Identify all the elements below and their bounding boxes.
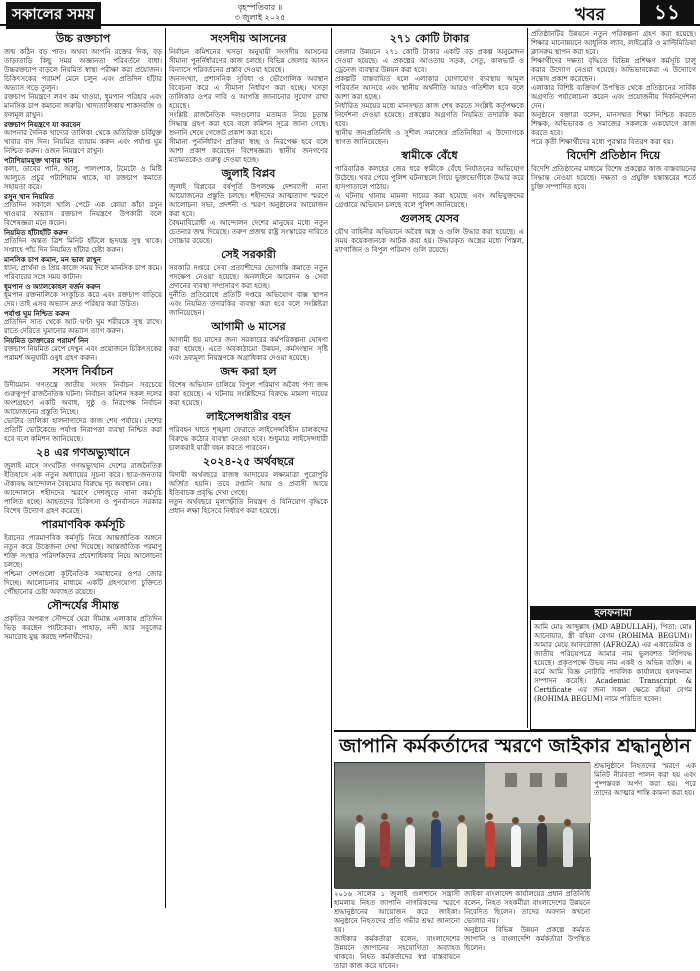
article-paragraph: বিদেশি প্রতিষ্ঠানের মাধ্যমে বিশেষ প্রকল্পের কাজ বাস্তবায়নের সিদ্ধান্ত নেওয়া হয়েছে। দক্ষতা ও প্রযুক্তি হস্তান্তরের শর্তে চুক্তি সম্পাদিত হবে।: [531, 165, 696, 191]
article-headline: পারমাণবিক কর্মসূচি: [41, 518, 125, 531]
article-paragraph: পরিবহন খাতে শৃঙ্খলা ফেরাতে লাইসেন্সবিহীন চালকদের বিরুদ্ধে কঠোর ব্যবস্থা নেওয়া হবে। শুধুমাত্র লাইসেন্সধারী চালকরাই যাত্রী বহন করতে পারবেন।: [169, 426, 328, 452]
affidavit-notice: [530, 606, 696, 730]
article-paragraph: বিশেষ অভিযান চালিয়ে বিপুল পরিমাণ অবৈধ পণ্য জব্দ করা হয়েছে। এ ঘটনায় সংশ্লিষ্টদের বিরুদ্ধে মামলা দায়ের করা হয়েছে।: [169, 381, 328, 407]
column-1: [4, 30, 162, 906]
article-paragraph: শিক্ষার্থীদের দক্ষতা বৃদ্ধিতে বিভিন্ন প্রশিক্ষণ কর্মসূচি চালু করার উদ্যোগ নেওয়া হয়েছে। অভিভাবকেরা এ উদ্যোগে সন্তোষ প্রকাশ করেছেন।: [531, 57, 696, 83]
article-subheading: রসুন খান নিয়মিত: [4, 192, 54, 201]
column-rule: [331, 28, 332, 908]
article-paragraph: ধূমপান রক্তনালিকে সংকুচিত করে এবং রক্তচাপ বাড়িয়ে দেয়। তাই এসব অভ্যাস দ্রুত পরিহার করা উচিত।: [4, 291, 162, 308]
article: [531, 149, 696, 192]
article-subheading: ধূমপান ও অ্যালকোহল বর্জন করুন: [4, 282, 101, 291]
article-headline: জুলাই বিপ্লব: [221, 167, 276, 180]
column-2: [169, 30, 328, 906]
column-4: [531, 30, 696, 604]
notice-title: হলফনামা: [531, 607, 695, 620]
issue-day: বৃহস্পতিবার ॥: [237, 3, 283, 12]
article-headline: ২৪ এর গণঅভ্যুত্থানে: [36, 446, 130, 459]
article-paragraph: পশ্চিমা দেশগুলো কূটনৈতিক সমাধানের ওপর জোর দিচ্ছে। আলোচনার মাধ্যমে একটি গ্রহণযোগ্য চুক্তিতে পৌঁছানোর চেষ্টা অব্যাহত রয়েছে।: [4, 570, 162, 596]
article-paragraph: প্রকৃতির অপরূপ সৌন্দর্যে ঘেরা সীমান্ত এলাকায় প্রতিদিন ভিড় করছেন পর্যটকেরা। পাহাড়, নদী আর সবুজের সমারোহ মুগ্ধ করছে দর্শনার্থীদের।: [4, 615, 162, 641]
article-paragraph: বিদায়ী অর্থবছরে রাজস্ব আদায়ের লক্ষ্যমাত্রা পুরোপুরি অর্জিত হয়নি। তবে রপ্তানি আয় ও প্রবাসী আয়ে ইতিবাচক প্রবৃদ্ধি দেখা গেছে।: [169, 471, 328, 497]
article: [169, 365, 328, 408]
feature-photo: [334, 762, 590, 888]
article: [531, 30, 696, 147]
article: [169, 32, 328, 165]
article-headline: সংসদ নির্বাচন: [52, 365, 114, 378]
article: [4, 32, 162, 363]
article-paragraph: স্থানীয় জনপ্রতিনিধি ও সুশীল সমাজের প্রতিনিধিরা এ উদ্যোগকে স্বাগত জানিয়েছেন।: [335, 129, 524, 146]
article-paragraph: অনুষ্ঠানে বক্তারা বলেন, মানসম্মত শিক্ষা নিশ্চিত করতে শিক্ষক, অভিভাবক ও সমাজের সকলকে একযোগে কাজ করতে হবে।: [531, 111, 696, 137]
article-paragraph: আপনার দৈনিক খাদ্যের তালিকা থেকে অতিরিক্ত চর্বিযুক্ত খাবার বাদ দিন। নিয়মিত ব্যায়াম করুন এবং পর্যাপ্ত ঘুম নিশ্চিত করুন। ওজন নিয়ন্ত্রণে রাখুন।: [4, 129, 162, 155]
article-paragraph: প্রতিদিন সকালে খালি পেটে এক কোয়া কাঁচা রসুন খাওয়ার অভ্যাস রক্তচাপ নিয়ন্ত্রণে উপকারী বলে বিশেষজ্ঞরা মনে করেন।: [4, 201, 162, 227]
article-subheading: পর্যাপ্ত ঘুম নিশ্চিত করুন: [4, 309, 70, 318]
article-paragraph: উদীয়মান গণতন্ত্রে জাতীয় সংসদ নির্বাচন সবচেয়ে গুরুত্বপূর্ণ রাজনৈতিক ঘটনা। নির্বাচন কমিশন সকল দলের অংশগ্রহণে একটি অবাধ, সুষ্ঠু ও নিরপেক্ষ নির্বাচন আয়োজনের প্রস্তুতি নিচ্ছে।: [4, 381, 162, 416]
article: [169, 248, 328, 318]
article-paragraph: শ্রদ্ধানুষ্ঠানে নিহতদের স্মরণে এক মিনিট নীরবতা পালন করা হয় এবং পুষ্পস্তবক অর্পণ করা হয়। পরে তাদের আত্মার শান্তি কামনা করা হয়।: [594, 762, 696, 797]
article-paragraph: এ ঘটনায় থানায় মামলা দায়ের করা হয়েছে এবং অভিযুক্তদের গ্রেপ্তারে অভিযান চলছে বলে পুলিশ জানিয়েছে।: [335, 192, 524, 209]
feature-side-column: [594, 762, 696, 906]
article: [4, 446, 162, 516]
feature-column-b: [464, 890, 590, 952]
article: [169, 167, 328, 246]
newspaper-name: সকালের সময়: [6, 2, 101, 29]
column-rule: [165, 28, 166, 908]
article-paragraph: ইরানের পারমাণবিক কর্মসূচি নিয়ে আন্তর্জাতিক অঙ্গনে নতুন করে উত্তেজনা দেখা দিয়েছে। আন্তর্জাতিক পরমাণু শক্তি সংস্থার পরিদর্শকদের প্রবেশাধিকার নিয়ে আলোচনা চলছে।: [4, 534, 162, 569]
article-headline: সৌন্দর্যের সীমান্ত: [47, 599, 119, 612]
article-paragraph: অনুষ্ঠানে বিভিন্ন উন্নয়ন প্রকল্পে কর্মরত জাপানি ও বাংলাদেশি কর্মকর্তারা উপস্থিত ছিলেন।: [464, 926, 590, 952]
article: [4, 518, 162, 597]
article-paragraph: জুলাই মাসে সংঘটিত গণঅভ্যুত্থান দেশের রাজনৈতিক ইতিহাসে এক নতুন অধ্যায়ের সূচনা করে। ছাত্র-জনতার ঐক্যবদ্ধ আন্দোলন বৈষম্যের বিরুদ্ধে দৃঢ় অবস্থান নেয়।: [4, 462, 162, 488]
article-subheading: রক্তচাপ নিয়ন্ত্রণে যা করবেন: [4, 120, 81, 129]
article: [464, 890, 590, 953]
article-subheading: নিয়মিত হাঁটাহাঁটি করুন: [4, 228, 68, 237]
article-paragraph: প্রতিদিন অন্তত ত্রিশ মিনিট হাঁটলে হৃদযন্ত্র সুস্থ থাকে। সপ্তাহে পাঁচ দিন নিয়মিত হাঁটার চেষ্টা করুন।: [4, 237, 162, 254]
article-paragraph: দুর্নীতি প্রতিরোধে প্রতিটি দপ্তরে অভিযোগ বাক্স স্থাপন এবং নিয়মিত তদারকির ব্যবস্থা করা হবে বলে সংশ্লিষ্টরা জানিয়েছেন।: [169, 291, 328, 317]
article-paragraph: জনসংখ্যা, প্রশাসনিক সুবিধা ও ভৌগোলিক অবস্থান বিবেচনা করে এ সীমানা নির্ধারণ করা হচ্ছে। খসড়া তালিকার ওপর দাবি ও আপত্তি জানানোর সুযোগ রাখা হয়েছে।: [169, 75, 328, 110]
article-paragraph: জাইকার কর্মকর্তারা বলেন, বাংলাদেশের উন্নয়নে জাপানের সহযোগিতা অব্যাহত থাকবে। নিহত কর্মকর্তাদের স্বপ্ন বাস্তবায়নে তারা কাজ করে যাবেন।: [334, 935, 460, 970]
article-paragraph: প্রতিষ্ঠানটির উন্নয়নে নতুন পরিকল্পনা গ্রহণ করা হয়েছে। শিক্ষার মানোন্নয়নে আধুনিক ল্যাব, লাইব্রেরি ও মাল্টিমিডিয়া ক্লাসরুম স্থাপন করা হবে।: [531, 30, 696, 56]
article: [4, 599, 162, 642]
article-paragraph: জন্ম কঠিন বড় পাত। অথবা আপনি রক্তের দিক, বড় তাড়াতাড়ি কিছু সময় অজ্ঞানতা পরিবর্তনে বাধা। উচ্চরক্তচাপ বাড়লে নিয়মিত স্বাস্থ্য পরীক্ষা করা প্রয়োজন। চিকিৎসকের পরামর্শ মেনে চলুন এবং প্রতিদিন হাঁটার অভ্যাস গড়ে তুলুন।: [4, 48, 162, 92]
article-headline: সেই সরকারী: [221, 248, 276, 261]
article-headline: স্বামীকে বেঁধে: [401, 149, 458, 162]
article-paragraph: প্রকল্পটি বাস্তবায়িত হলে এলাকার যোগাযোগ ব্যবস্থায় আমূল পরিবর্তন আসবে এবং স্থানীয় অর্থনীতি আরও গতিশীল হবে বলে আশা করা হচ্ছে।: [335, 75, 524, 101]
article-headline: জব্দ করা হল: [220, 365, 277, 378]
masthead: [0, 0, 700, 26]
article-paragraph: কলা, ডাবের পানি, আলু, পালংশাক, টমেটো ও মিষ্টি আলুতে প্রচুর পটাশিয়াম থাকে, যা রক্তচাপ কমাতে সহায়তা করে।: [4, 165, 162, 191]
issue-date-text: ৩ জুলাই ২০২৫: [234, 13, 286, 22]
article-paragraph: জুলাই বিপ্লবের বর্ষপূর্তি উপলক্ষে দেশব্যাপী নানা আয়োজনের প্রস্তুতি চলছে। শহীদদের আত্মত্যাগ স্মরণে আলোচনা সভা, প্রদর্শনী ও স্মরণ অনুষ্ঠানের আয়োজন করা হবে।: [169, 183, 328, 218]
article-paragraph: প্রতিদিন সাত থেকে আট ঘণ্টা ঘুম শরীরকে সুস্থ রাখে। রাতে দেরিতে ঘুমানোর অভ্যাস ত্যাগ করুন।: [4, 318, 162, 335]
article-headline: লাইসেন্সধারীর বহন: [206, 410, 291, 423]
article-paragraph: জাইকা বাংলাদেশ কার্যালয়ের প্রধান প্রতিনিধি বলেন, নিহত সহকর্মীরা বাংলাদেশের উন্নয়নে নিবেদিত ছিলেন। তাদের অবদান কখনো ভোলার নয়।: [464, 890, 590, 925]
article-paragraph: পারিবারিক কলহের জের ধরে স্বামীকে বেঁধে নির্যাতনের অভিযোগ উঠেছে। খবর পেয়ে পুলিশ ঘটনাস্থলে গিয়ে ভুক্তভোগীকে উদ্ধার করে হাসপাতালে পাঠায়।: [335, 165, 524, 191]
article-paragraph: সীমানা পুনর্নির্ধারণ প্রক্রিয়া স্বচ্ছ ও নিরপেক্ষ হবে বলে আশা প্রকাশ করেছেন বিশেষজ্ঞরা। স্থানীয় জনগণের মতামতকেও গুরুত্ব দেওয়া হচ্ছে।: [169, 138, 328, 164]
article-paragraph: যৌথ বাহিনীর অভিযানে অবৈধ অস্ত্র ও গুলি উদ্ধার করা হয়েছে। এ সময় কয়েকজনকে আটক করা হয়। উদ্ধারকৃত অস্ত্রের মধ্যে পিস্তল, ম্যাগাজিন ও বিপুল পরিমাণ গুলি রয়েছে।: [335, 228, 524, 254]
article-headline: উচ্চ রক্তচাপ: [55, 32, 111, 45]
article: [169, 410, 328, 453]
column-3: [335, 30, 524, 728]
column-rule: [527, 28, 528, 728]
article-paragraph: ২০১৬ সালের ১ জুলাই গুলশানে সন্ত্রাসী হামলায় নিহত জাপানি নাগরিকদের স্মরণে শ্রদ্ধানুষ্ঠানের আয়োজন করে জাইকা। অনুষ্ঠানে নিহতদের প্রতি গভীর শ্রদ্ধা জানানো হয়।: [334, 890, 460, 934]
article-paragraph: নতুন অর্থবছরে মূল্যস্ফীতি নিয়ন্ত্রণ ও বিনিয়োগ বৃদ্ধিকে প্রধান লক্ষ্য হিসেবে নির্ধারণ করা হয়েছে।: [169, 498, 328, 515]
article-paragraph: ভোটার তালিকা হালনাগাদের কাজ শেষ পর্যায়ে। দেশের প্রতিটি ভোটকেন্দ্রে পর্যাপ্ত নিরাপত্তা ব্যবস্থা নিশ্চিত করা হবে বলে কমিশন জানিয়েছে।: [4, 417, 162, 443]
feature-headline: জাপানি কর্মকর্তাদের স্মরণে জাইকার শ্রদ্ধানুষ্ঠান: [334, 730, 696, 760]
article: [4, 365, 162, 444]
page-number: ১১: [640, 0, 694, 24]
article-paragraph: আগামী ছয় মাসের জন্য সরকারের কর্মপরিকল্পনা ঘোষণা করা হয়েছে। এতে অবকাঠামো উন্নয়ন, কর্মসংস্থান সৃষ্টি এবং দ্রব্যমূল্য নিয়ন্ত্রণকে অগ্রাধিকার দেওয়া হয়েছে।: [169, 336, 328, 362]
article-paragraph: সংশ্লিষ্ট রাজনৈতিক দলগুলোর মতামত নিয়ে চূড়ান্ত সিদ্ধান্ত গ্রহণ করা হবে বলে কমিশন সূত্রে জানা গেছে। শুনানি শেষে গেজেট প্রকাশ করা হবে।: [169, 111, 328, 137]
article-paragraph: নির্ধারিত সময়ের মধ্যে মানসম্মত কাজ শেষ করতে সংশ্লিষ্ট কর্তৃপক্ষকে নির্দেশনা দেওয়া হয়েছে। প্রকল্পের অগ্রগতি নিয়মিত তদারকি করা হবে।: [335, 102, 524, 128]
article-paragraph: আন্দোলনে শহীদদের স্মরণে দেশজুড়ে নানা কর্মসূচি পালিত হচ্ছে। আহতদের চিকিৎসা ও পুনর্বাসনে সরকার বিশেষ উদ্যোগ গ্রহণ করেছে।: [4, 489, 162, 515]
article-headline: গুলসহ যেসব: [399, 212, 460, 225]
article-paragraph: পরে কৃতী শিক্ষার্থীদের মধ্যে পুরস্কার বিতরণ করা হয়।: [531, 138, 674, 146]
feature-column-a: [334, 890, 460, 970]
article-paragraph: এলাকার বিশিষ্ট ব্যক্তিবর্গ উপস্থিত থেকে প্রতিষ্ঠানের সার্বিক অগ্রগতি পর্যালোচনা করেন এবং প্রয়োজনীয় দিকনির্দেশনা দেন।: [531, 84, 696, 110]
article-headline: ২০২৪-২৫ অর্থবছরে: [202, 455, 295, 468]
article: [335, 212, 524, 255]
section-title: খবর: [575, 5, 605, 25]
article-headline: সংসদীয় আসনের: [210, 32, 287, 45]
article-headline: বিদেশি প্রতিষ্ঠান দিয়ে: [566, 149, 661, 162]
article-headline: আগামী ৬ মাসের: [211, 320, 286, 333]
article-paragraph: ধ্যান, প্রার্থনা ও প্রিয় কাজে সময় দিলে মানসিক চাপ কমে। পরিবারের সঙ্গে সময় কাটান।: [4, 264, 162, 281]
article-subheading: পটাশিয়ামযুক্ত খাবার খান: [4, 156, 74, 165]
article-paragraph: সরকারি দপ্তরে সেবা প্রত্যাশীদের ভোগান্তি কমাতে নতুন পদক্ষেপ নেওয়া হয়েছে। অনলাইনে আবেদন ও সেবা প্রদানের ব্যবস্থা সম্প্রসারণ করা হচ্ছে।: [169, 264, 328, 290]
article: [334, 890, 460, 971]
notice-text: আমি মোঃ আব্দুল্লাহ (MD ABDULLAH), পিতা: মোঃ আনোয়ার, স্ত্রী রহিমা বেগম (ROHIMA BEGUM)। আমার মেয়ে আফরোজা (AFROZA) এর একাডেমিক ও জাতীয় পরিচয়পত্রে আমার নাম ভুলবশত লিপিবদ্ধ হয়েছে। প্রকৃতপক্ষে উভয় নাম একই ও অভিন্ন ব্যক্তি। এ মর্মে আমি বিজ্ঞ নোটারি পাবলিক কার্যালয়ে হলফনামা সম্পাদন করেছি। Academic Transcript & Certificate এর জন্য সকল ক্ষেত্রে রহিমা বেগম (ROHIMA BEGUM) নামে পরিচিত হবেন।: [534, 623, 692, 703]
article-paragraph: বৈষম্যবিরোধী এ আন্দোলন দেশের মানুষের মধ্যে নতুন চেতনার জন্ম দিয়েছে। তরুণ প্রজন্ম রাষ্ট্র সংস্কারের দাবিতে সোচ্চার রয়েছে।: [169, 219, 328, 245]
article-paragraph: রক্তচাপ নিয়মিত মেপে দেখুন এবং প্রয়োজনে চিকিৎসকের পরামর্শ অনুযায়ী ওষুধ গ্রহণ করুন।: [4, 345, 162, 362]
article-subheading: মানসিক চাপ কমান, মন ভাল রাখুন: [4, 255, 101, 264]
article: [594, 762, 696, 798]
article: [335, 149, 524, 210]
article: [169, 455, 328, 516]
issue-date: [200, 3, 320, 23]
article-paragraph: জেলার উন্নয়নে ২৭১ কোটি টাকার একটি বড় প্রকল্প অনুমোদন দেওয়া হয়েছে। এ প্রকল্পের আওতায় সড়ক, সেতু, কালভার্ট ও ড্রেনেজ ব্যবস্থার উন্নয়ন করা হবে।: [335, 48, 524, 74]
article-headline: ২৭১ কোটি টাকার: [389, 32, 470, 45]
article: [169, 320, 328, 363]
article-subheading: নিয়মিত ডাক্তারের পরামর্শ নিন: [4, 336, 89, 345]
article-paragraph: নির্বাচন কমিশনের খসড়া অনুযায়ী সংসদীয় আসনের সীমানা পুনর্নির্ধারণের কাজ চলছে। বিভিন্ন জেলার আসন বিন্যাসে পরিবর্তনের প্রস্তাব দেওয়া হয়েছে।: [169, 48, 328, 74]
article-paragraph: রক্তচাপ নিয়ন্ত্রণে লবণ কম খাওয়া, ধূমপান পরিহার এবং মানসিক চাপ কমানো জরুরি। খাদ্যতালিকায় শাকসবজি ও ফলমূল রাখুন।: [4, 93, 162, 119]
article: [335, 32, 524, 147]
